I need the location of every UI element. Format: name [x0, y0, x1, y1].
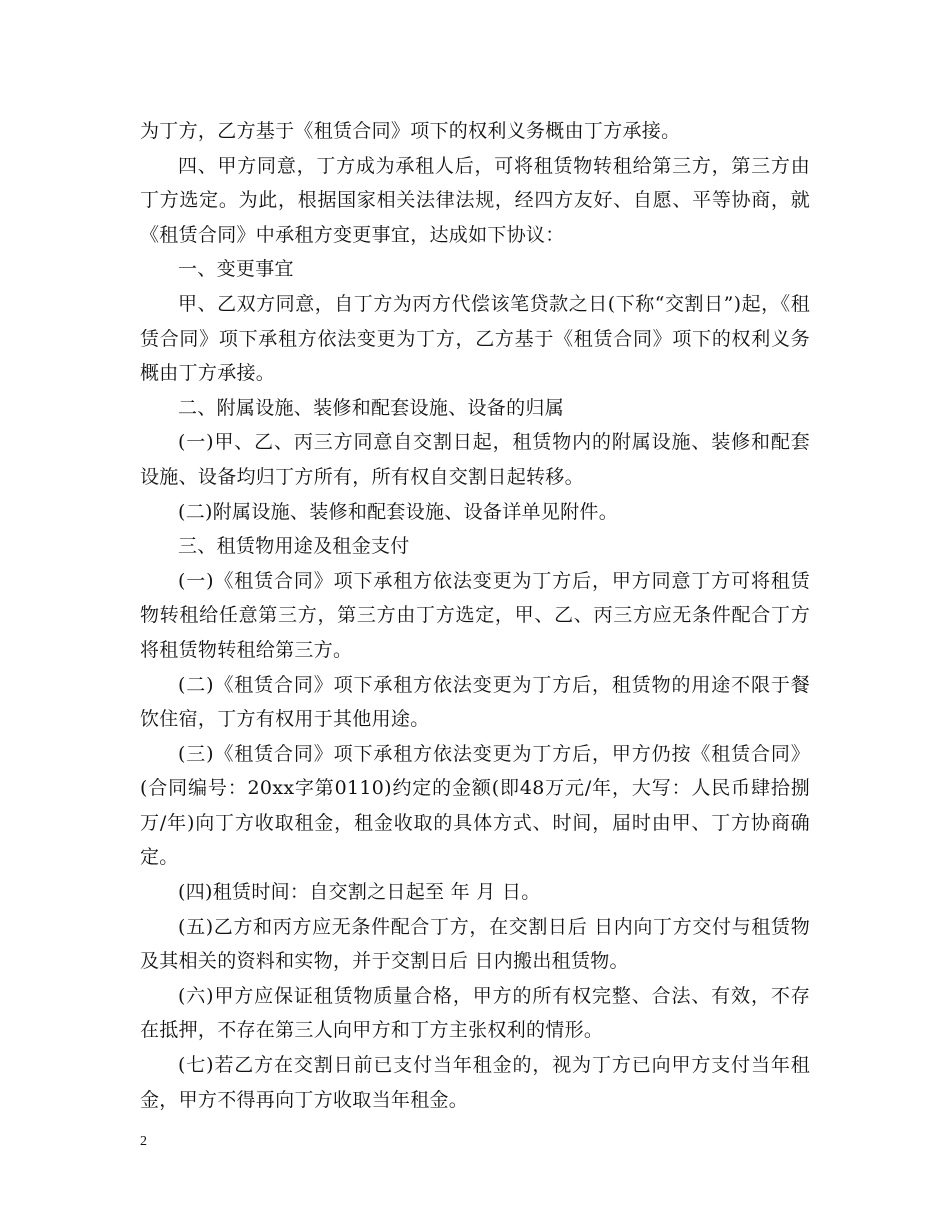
document-body — [140, 114, 810, 1117]
paragraph-rent-amount: (三)《租赁合同》项下承租方依法变更为丁方后，甲方仍按《租赁合同》(合同编号：20xx字第0110)约定的金额(即48万元/年，大写：人民币肆拾捌万/年)向丁方收取租金，租金收取的具体方式、时间，届时由甲、丁方协商确定。 — [140, 742, 810, 869]
paragraph-quality-guarantee: (六)甲方应保证租赁物质量合格，甲方的所有权完整、合法、有效，不存在抵押，不存在第三人向甲方和丁方主张权利的情形。 — [140, 984, 810, 1042]
paragraph-clause-four: 四、甲方同意，丁方成为承租人后，可将租赁物转租给第三方，第三方由丁方选定。为此，根据国家相关法律法规，经四方友好、自愿、平等协商，就《租赁合同》中承租方变更事宜，达成如下协议： — [140, 154, 810, 246]
paragraph-use-scope: (二)《租赁合同》项下承租方依法变更为丁方后，租赁物的用途不限于餐饮住宿，丁方有权用于其他用途。 — [140, 673, 810, 731]
section-heading-ancillary-facilities: 二、附属设施、装修和配套设施、设备的归属 — [178, 396, 565, 419]
paragraph-lease-term: (四)租赁时间：自交割之日起至 年 月 日。 — [178, 881, 541, 904]
paragraph-change-agreement: 甲、乙双方同意，自丁方为丙方代偿该笔贷款之日(下称“交割日”)起，《租赁合同》项下承租方依法变更为丁方，乙方基于《租赁合同》项下的权利义务概由丁方承接。 — [140, 292, 810, 385]
paragraph-handover: (五)乙方和丙方应无条件配合丁方，在交割日后 日内向丁方交付与租赁物及其相关的资料和实物，并于交割日后 日内搬出租赁物。 — [140, 915, 810, 973]
paragraph-prepaid-rent: (七)若乙方在交割日前已支付当年租金的，视为丁方已向甲方支付当年租金，甲方不得再向丁方收取当年租金。 — [140, 1054, 810, 1111]
section-heading-change-matters: 一、变更事宜 — [178, 258, 294, 281]
paragraph-facilities-list: (二)附属设施、装修和配套设施、设备详单见附件。 — [178, 500, 619, 523]
page-number: 2 — [140, 1134, 147, 1149]
section-heading-use-and-rent: 三、租赁物用途及租金支付 — [178, 535, 410, 558]
paragraph-sublease-permission: (一)《租赁合同》项下承租方依法变更为丁方后，甲方同意丁方可将租赁物转租给任意第三方，第三方由丁方选定，甲、乙、丙三方应无条件配合丁方将租赁物转租给第三方。 — [140, 569, 810, 661]
paragraph-facilities-ownership: (一)甲、乙、丙三方同意自交割日起，租赁物内的附属设施、装修和配套设施、设备均归丁方所有，所有权自交割日起转移。 — [140, 431, 810, 488]
paragraph-continuation: 为丁方，乙方基于《租赁合同》项下的权利义务概由丁方承接。 — [140, 120, 681, 142]
